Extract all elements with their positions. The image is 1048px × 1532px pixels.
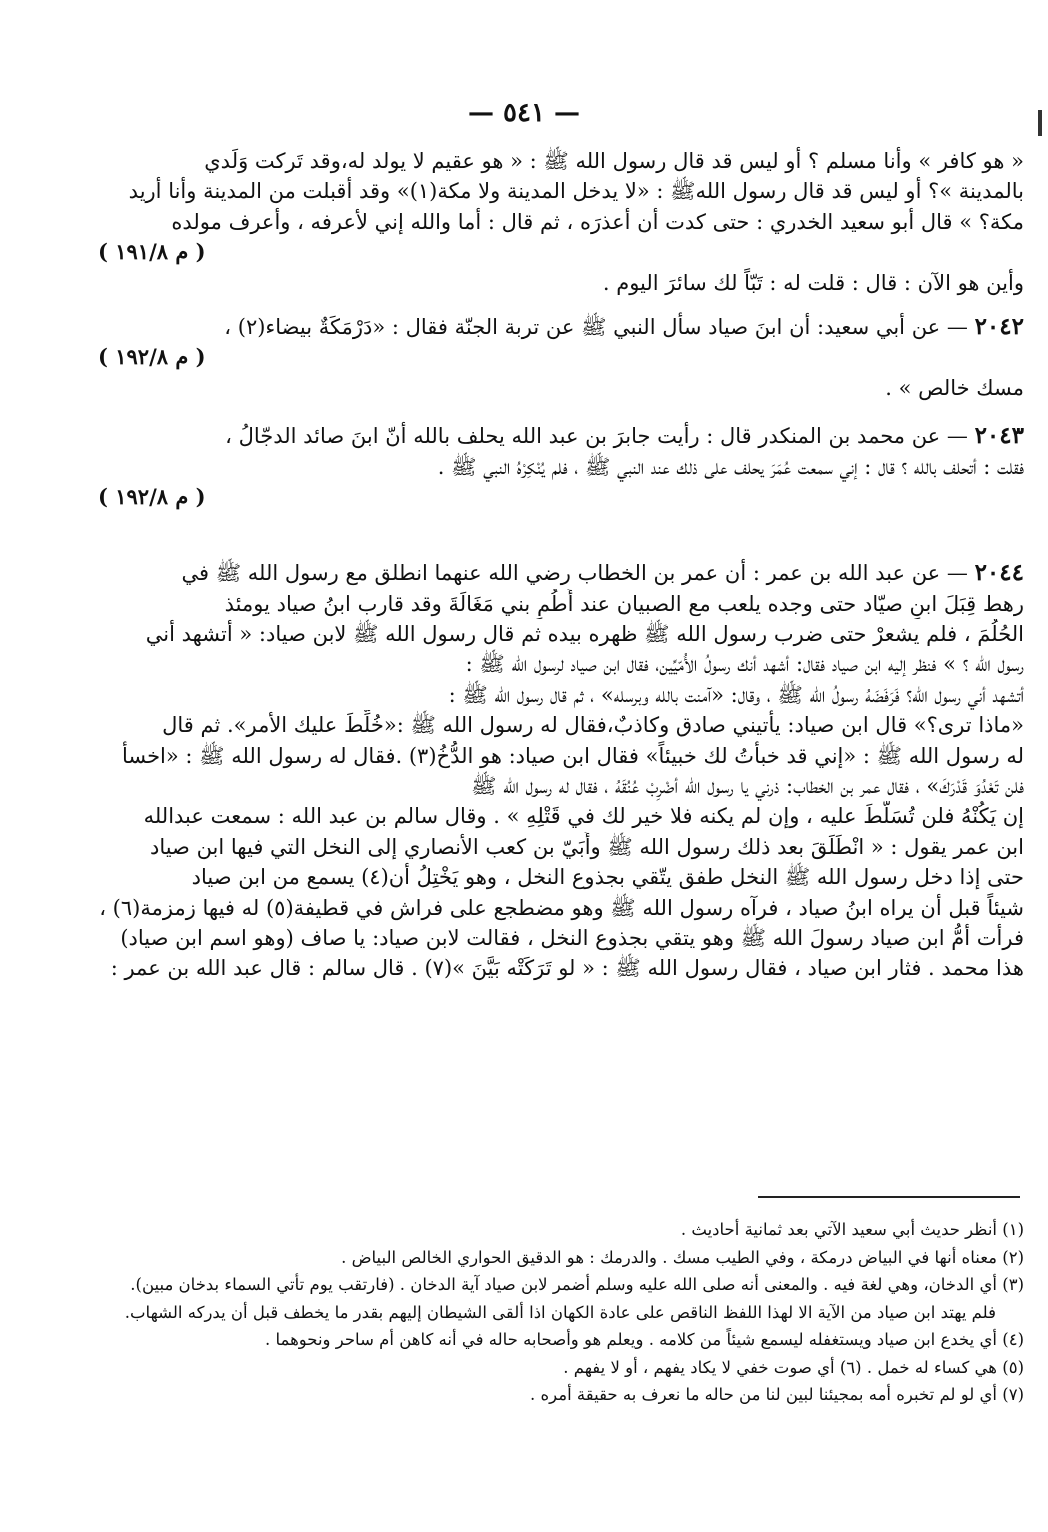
hadith-2044 [98,558,1024,983]
footnote-continuation: فلم يهتد ابن صياد من الآية الا لهذا اللفظ الناقص على عادة الكهان اذا ألقى الشيطان إليهم بقدر ما يخطف قبل أن يدركه الشهاب. [124,1302,996,1322]
hadith-reference: ( م ١٩١/٨ ) [98,239,206,265]
footnotes [98,1216,1024,1409]
hadith-2042 [98,312,1024,403]
text-line: رسول الله ؟ » فنظر إليه ابن صياد فقال: أشهد أنك رسولُ الأُمّيِّين، فقال ابن صياد لرسول الله ﷺ : [465,652,1024,677]
hadith-text: — عن محمد بن المنكدر قال : رأيت جابرَ بن عبد الله يحلف بالله أنّ ابنَ صائد الدجّالُ ، [225,424,968,449]
footnote: (٣) أي الدخان، وهي لغة فيه . والمعنى أنه صلى الله عليه وسلم أضمر لابن صياد آية الدخان . (فارتقب يوم تأتي السماء بدخان مبين). [130,1275,1024,1294]
footnote: (٤) أي يخدع ابن صياد ويستغفله ليسمع شيئاً من كلامه . ويعلم هو وأصحابه حاله في أنه كاهن أم ساحر ونحوهما . [265,1330,1024,1349]
hadith-continuation [98,146,1024,298]
text-line: ابن عمر يقول : « انْطَلَقَ بعد ذلك رسول الله ﷺ وأُبَيّ بن كعب الأنصاري إلى النخل التي فيها ابن صياد [149,834,1024,859]
hadith-number: ٢٠٤٣ [974,422,1024,450]
text-line: فلن تَعْدُوَ قَدْرَكَ» ، فقال عمر بن الخطاب: ذرني يا رسول الله أضْرِبْ عُنُقَهُ ، فقال له رسول الله ﷺ [471,774,1024,799]
hadith-number: ٢٠٤٢ [974,312,1024,340]
hadith-text: — عن أبي سعيد: أن ابنَ صياد سأل النبي ﷺ عن تربة الجنّة فقال : «دَرْمَكَةٌ بيضاء(٢) ، [224,314,968,339]
text-line: رهط قِبَلَ ابنِ صيّاد حتى وجده يلعب مع الصبيان عند أُطُمِ بني مَغَالَةَ وقد قارب ابنُ صياد يومئذ [224,591,1024,616]
footnote: (٥) هي كساء له خمل . (٦) أي صوت خفي لا يكاد يفهم ، أو لا يفهم . [563,1357,1024,1377]
text-line: مكة؟ » قال أبو سعيد الخدري : حتى كدت أن أعذرَه ، ثم قال : أما والله إني لأعرفه ، وأعرف مولده [171,209,1024,234]
hadith-reference: ( م ١٩٢/٨ ) [98,344,206,370]
page-number: — ٥٤١ — [467,98,581,128]
text-line: له رسول الله ﷺ : «إني قد خبأتُ لك خبيئاً» فقال ابن صياد: هو الدُّخُ(٣) .فقال له رسول الله ﷺ : «اخسأ [121,743,1024,768]
footnote: (٧) أي لو لم تخبره أمه بمجيئنا لبين لنا من حاله ما نعرف به حقيقة أمره . [530,1385,1024,1404]
text-line: بالمدينة »؟ أو ليس قد قال رسول اللهﷺ : «لا يدخل المدينة ولا مكة(١)» وقد أقبلت من المدينة وأنا أريد [128,179,1024,204]
text-line [98,558,1024,588]
hadith-text: — عن عبد الله بن عمر : أن عمر بن الخطاب رضي الله عنهما انطلق مع رسول الله ﷺ في [181,561,968,586]
text-line [98,421,1024,451]
text-line [98,312,1024,342]
text-line: « هو كافر » وأنا مسلم ؟ أو ليس قد قال رسول الله ﷺ : « هو عقيم لا يولد له،وقد تَركت وَلَدي [204,149,1024,173]
footnote: (١) أنظر حديث أبي سعيد الآتي بعد ثمانية أحاديث . [680,1220,1024,1239]
text-line: هذا محمد . فثار ابن صياد ، فقال رسول الله ﷺ : « لو تَرَكَتْه بَيَّنَ »(٧) . قال سالم : قال عبد الله بن عمر : [110,956,1024,981]
text-line: فرأت أمُّ ابن صياد رسولَ الله ﷺ وهو يتقي بجذوع النخل ، فقالت لابن صياد: يا صاف (وهو اسم ابن صياد) [120,925,1024,950]
text-line: «ماذا ترى؟» قال ابن صياد: يأتيني صادق وكاذبٌ،فقال له رسول الله ﷺ :«خُلِّطَ عليك الأمر». ثم قال [162,713,1024,738]
text-line: حتى إذا دخل رسول الله ﷺ النخل طفق يتّقي بجذوع النخل ، وهو يَخْتِلُ أن(٤) يسمع من ابن صياد [191,865,1024,890]
text-line: مسك خالص » . [885,375,1024,400]
text-line: وأين هو الآن : قال : قلت له : تَبّاً لك سائرَ اليوم . [602,270,1024,295]
hadith-number: ٢٠٤٤ [974,559,1024,587]
footnote-divider [758,1196,1020,1198]
text-line: فقلت : أتحلف بالله ؟ قال : إني سمعت عُمَرَ يحلف على ذلك عند النبي ﷺ ، فلم يُنْكِرْهُ النبي ﷺ . [437,454,1024,479]
hadith-reference: ( م ١٩٢/٨ ) [98,483,206,509]
footnote: (٢) معناه أنها في البياض درمكة ، وفي الطيب مسك . والدرمك : هو الدقيق الحواري الخالص البياض . [341,1247,1024,1267]
text-line: الحُلُمَ ، فلم يشعرْ حتى ضرب رسول الله ﷺ ظهره بيده ثم قال رسول الله ﷺ لابن صياد: « أتشهد أني [145,622,1024,647]
text-line: شيئاً قبل أن يراه ابنُ صياد ، فرآه رسول الله ﷺ وهو مضطجع على فراش في قطيفة(٥) له فيها زمزمة(٦) ، [99,895,1024,920]
main-text [98,146,1024,998]
text-line: أتشهد أني رسول الله؟ فَرَفَضَهُ رسولُ الله ﷺ ، وقال: «آمنت بالله وبرسله» ، ثم قال رسول الله ﷺ : [448,682,1024,707]
hadith-2043 [98,421,1024,512]
text-line: إن يَكُنْهُ فلن تُسَلَّطَ عليه ، وإن لم يكنه فلا خير لك في قَتْلِهِ » . وقال سالم بن عبد الله : سمعت عبدالله [143,804,1024,829]
